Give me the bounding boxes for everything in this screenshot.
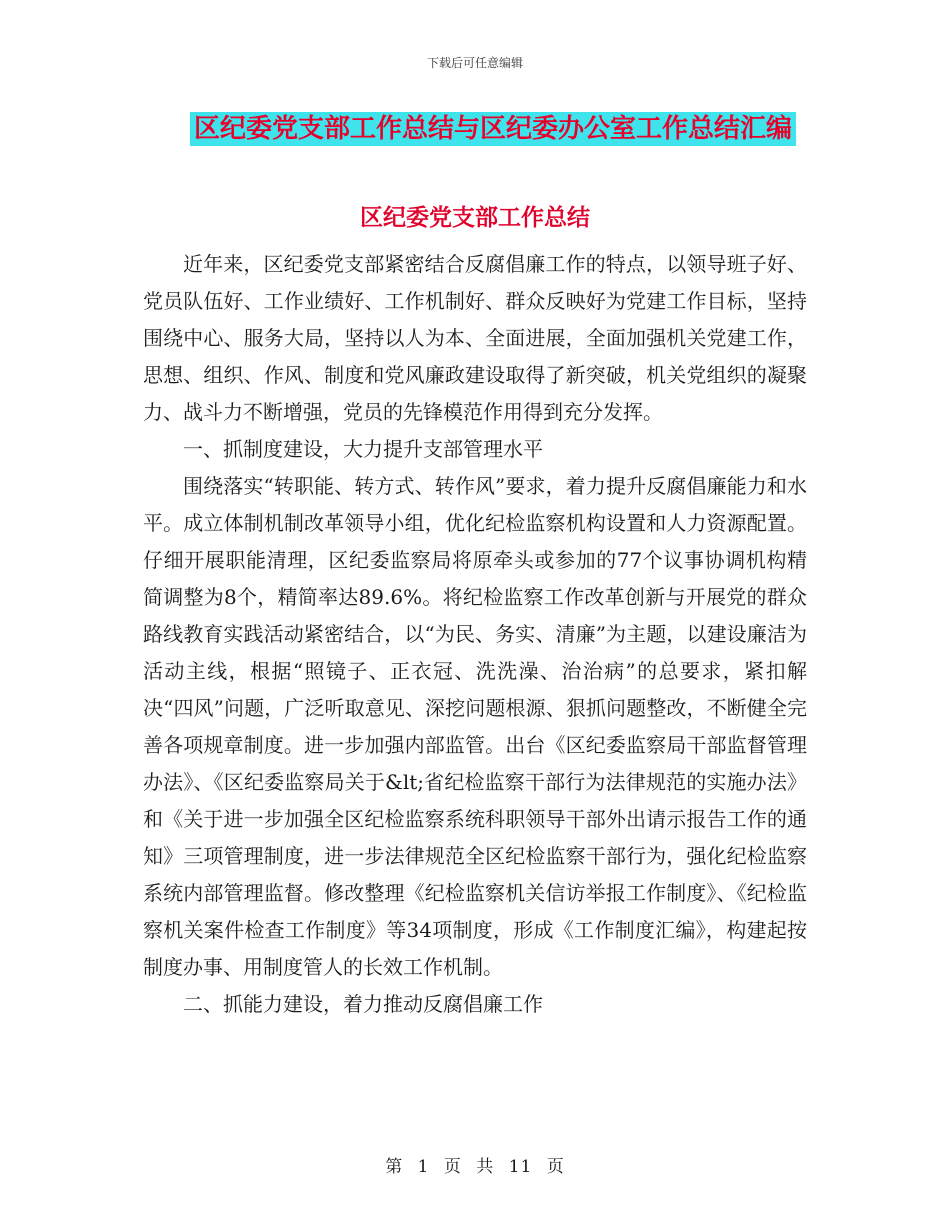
page-total-prefix: 共 [476, 1157, 495, 1177]
heading-two: 二、抓能力建设，着力推动反腐倡廉工作 [183, 992, 543, 1016]
page-label-prefix: 第 [385, 1157, 404, 1177]
page-current: 1 [417, 1157, 430, 1177]
page-footer [0, 1152, 950, 1177]
page-total: 11 [508, 1157, 533, 1177]
heading-one: 一、抓制度建设，大力提升支部管理水平 [183, 437, 543, 461]
paragraph-system-building: 围绕落实“转职能、转方式、转作风”要求，着力提升反腐倡廉能力和水平。成立体制机制改革领导小组，优化纪检监察机构设置和人力资源配置。仔细开展职能清理，区纪委监察局将原牵头或参加的77个议事协调机构精简调整为8个，精简率达89.6%。将纪检监察工作改革创新与开展党的群众路线教育实践活动紧密结合，以“为民、务实、清廉”为主题，以建设廉洁为活动主线，根据“照镜子、正衣冠、洗洗澡、治治病”的总要求，紧扣解决“四风”问题，广泛听取意见、深挖问题根源、狠抓问题整改，不断健全完善各项规章制度。进一步加强内部监管。出台《区纪委监察局干部监督管理办法》、《区纪委监察局关于&lt;省纪检监察干部行为法律规范的实施办法》和《关于进一步加强全区纪检监察系统科职领导干部外出请示报告工作的通知》三项管理制度，进一步法律规范全区纪检监察干部行为，强化纪检监察系统内部管理监督。修改整理《纪检监察机关信访举报工作制度》、《纪检监察机关案件检查工作制度》等34项制度，形成《工作制度汇编》，构建起按制度办事、用制度管人的长效工作机制。 [143, 474, 807, 979]
document-body [143, 246, 807, 1023]
document-main-title: 区纪委党支部工作总结与区纪委办公室工作总结汇编 [190, 112, 796, 146]
page-header-note: 下载后可任意编辑 [426, 56, 523, 70]
page-label-mid: 页 [443, 1157, 462, 1177]
paragraph-intro: 近年来，区纪委党支部紧密结合反腐倡廉工作的特点，以领导班子好、党员队伍好、工作业绩好、工作机制好、群众反映好为党建工作目标，坚持围绕中心、服务大局，坚持以人为本、全面进展，全面加强机关党建工作，思想、组织、作风、制度和党风廉政建设取得了新突破，机关党组织的凝聚力、战斗力不断增强，党员的先锋模范作用得到充分发挥。 [143, 252, 807, 424]
section-title: 区纪委党支部工作总结 [360, 204, 590, 231]
page-label-suffix: 页 [546, 1157, 565, 1177]
